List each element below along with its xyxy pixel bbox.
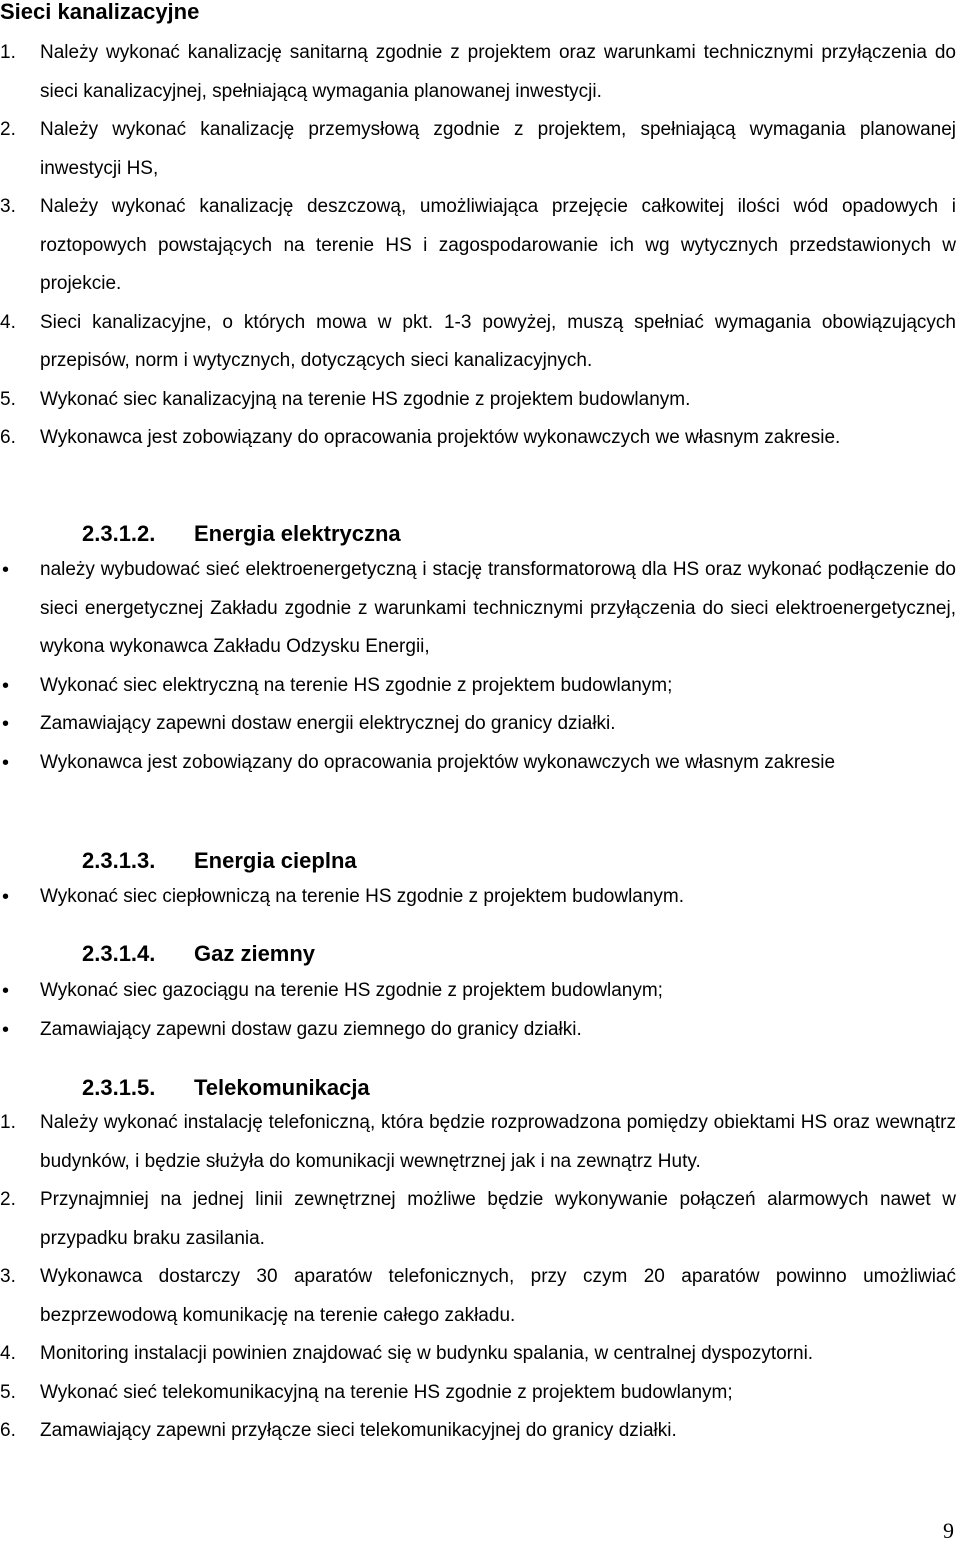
item-number: 3. (0, 1266, 16, 1287)
section-number: 2.3.1.2. (82, 521, 156, 546)
item-text: Należy wykonać instalację telefoniczną, która będzie rozprowadzona pomiędzy obiektami HS oraz wewnątrz budynków, i będzie służyła do komunikacji wewnętrznej jak i na zewnątrz Huty. (40, 1112, 956, 1172)
list-item (0, 1374, 956, 1413)
item-number: 4. (0, 1343, 16, 1364)
item-text: Wykonawca jest zobowiązany do opracowania projektów wykonawczych we własnym zakresie (40, 751, 836, 773)
list-item (0, 667, 956, 706)
item-text: Wykonać siec gazociągu na terenie HS zgodnie z projektem budowlanym; (40, 980, 663, 1001)
list-item (0, 111, 956, 188)
section-title: Energia cieplna (194, 848, 357, 873)
item-number: 1. (0, 42, 16, 63)
item-text: Należy wykonać kanalizację deszczową, umożliwiająca przejęcie całkowitej ilości wód opadowych i roztopowych powstających na terenie HS i zagospodarowanie ich wg wytycznych przedstawionych w projekcie. (40, 196, 956, 294)
section-heading-telekom (82, 1072, 370, 1104)
item-text: Wykonać siec elektryczną na terenie HS zgodnie z projektem budowlanym; (40, 674, 673, 696)
item-text: Przynajmniej na jednej linii zewnętrznej możliwe będzie wykonywanie połączeń alarmowych nawet w przypadku braku zasilania. (40, 1189, 956, 1249)
item-text: Sieci kanalizacyjne, o których mowa w pkt. 1-3 powyżej, muszą spełniać wymagania obowiązujących przepisów, norm i wytycznych, dotyczących sieci kanalizacyjnych. (40, 311, 956, 371)
section-heading-gaz (82, 938, 315, 970)
list-item (0, 972, 956, 1011)
list-item (0, 551, 956, 667)
bullet-icon: • (2, 751, 10, 774)
list-item (0, 705, 956, 744)
list-item (0, 1258, 956, 1335)
bullet-icon: • (2, 713, 10, 735)
item-text: Należy wykonać kanalizację przemysłową zgodnie z projektem, spełniającą wymagania planowanej inwestycji HS, (40, 119, 956, 179)
list-kanalizacja (0, 34, 956, 458)
list-item (0, 419, 956, 458)
list-item (0, 304, 956, 381)
section-title: Telekomunikacja (194, 1075, 370, 1100)
list-energia (0, 551, 956, 782)
section-number: 2.3.1.5. (82, 1075, 156, 1100)
item-number: 3. (0, 196, 16, 217)
list-item (0, 1412, 956, 1451)
item-text: Należy wykonać kanalizację sanitarną zgodnie z projektem oraz warunkami technicznymi przyłączenia do sieci kanalizacyjnej, spełniającą wymagania planowanej inwestycji. (40, 42, 956, 102)
list-cieplo (0, 878, 956, 917)
list-gaz (0, 972, 956, 1049)
bullet-icon: • (2, 886, 10, 908)
item-number: 5. (0, 1381, 16, 1403)
section-title: Gaz ziemny (194, 941, 316, 966)
section-number: 2.3.1.4. (82, 941, 156, 966)
section-number: 2.3.1.3. (82, 848, 156, 873)
item-text: Zamawiający zapewni przyłącze sieci telekomunikacyjnej do granicy działki. (40, 1420, 677, 1441)
list-item (0, 1011, 956, 1050)
item-text: Wykonać siec kanalizacyjną na terenie HS zgodnie z projektem budowlanym. (40, 388, 691, 410)
list-item (0, 1335, 956, 1374)
item-number: 4. (0, 311, 16, 333)
bullet-icon: • (2, 980, 10, 1002)
list-item (0, 381, 956, 420)
item-text: Wykonawca dostarczy 30 aparatów telefonicznych, przy czym 20 aparatów powinno umożliwiać bezprzewodową komunikację na terenie całego zakładu. (40, 1266, 956, 1326)
section-heading-cieplo (82, 845, 357, 877)
item-text: należy wybudować sieć elektroenergetyczną i stację transformatorową dla HS oraz wykonać podłączenie do sieci energetycznej Zakładu zgodnie z warunkami technicznymi przyłączenia do sieci elektroenergetycznej, wykona wykonawca Zakładu Odzysku Energii, (40, 559, 956, 657)
item-text: Wykonawca jest zobowiązany do opracowania projektów wykonawczych we własnym zakresie. (40, 427, 841, 448)
item-text: Wykonać sieć telekomunikacyjną na terenie HS zgodnie z projektem budowlanym; (40, 1381, 733, 1403)
item-number: 6. (0, 427, 16, 448)
section-title-kanalizacja: Sieci kanalizacyjne (0, 0, 200, 24)
list-item (0, 188, 956, 304)
list-item (0, 878, 956, 917)
item-number: 2. (0, 1189, 16, 1210)
list-item (0, 744, 956, 783)
item-number: 6. (0, 1420, 16, 1441)
list-item (0, 1104, 956, 1181)
item-text: Zamawiający zapewni dostaw gazu ziemnego do granicy działki. (40, 1018, 582, 1040)
item-number: 5. (0, 388, 16, 410)
section-title: Energia elektryczna (194, 521, 401, 546)
page-number: 9 (943, 1518, 954, 1543)
list-item (0, 34, 956, 111)
list-telekom (0, 1104, 956, 1451)
bullet-icon: • (2, 674, 10, 697)
section-heading-energia (82, 518, 401, 550)
item-number: 2. (0, 119, 16, 140)
item-text: Monitoring instalacji powinien znajdować się w budynku spalania, w centralnej dyspozytorni. (40, 1343, 814, 1364)
item-text: Zamawiający zapewni dostaw energii elektrycznej do granicy działki. (40, 713, 616, 734)
bullet-icon: • (2, 559, 10, 581)
list-item (0, 1181, 956, 1258)
item-number: 1. (0, 1112, 16, 1133)
bullet-icon: • (2, 1018, 10, 1041)
item-text: Wykonać siec ciepłowniczą na terenie HS zgodnie z projektem budowlanym. (40, 886, 685, 907)
